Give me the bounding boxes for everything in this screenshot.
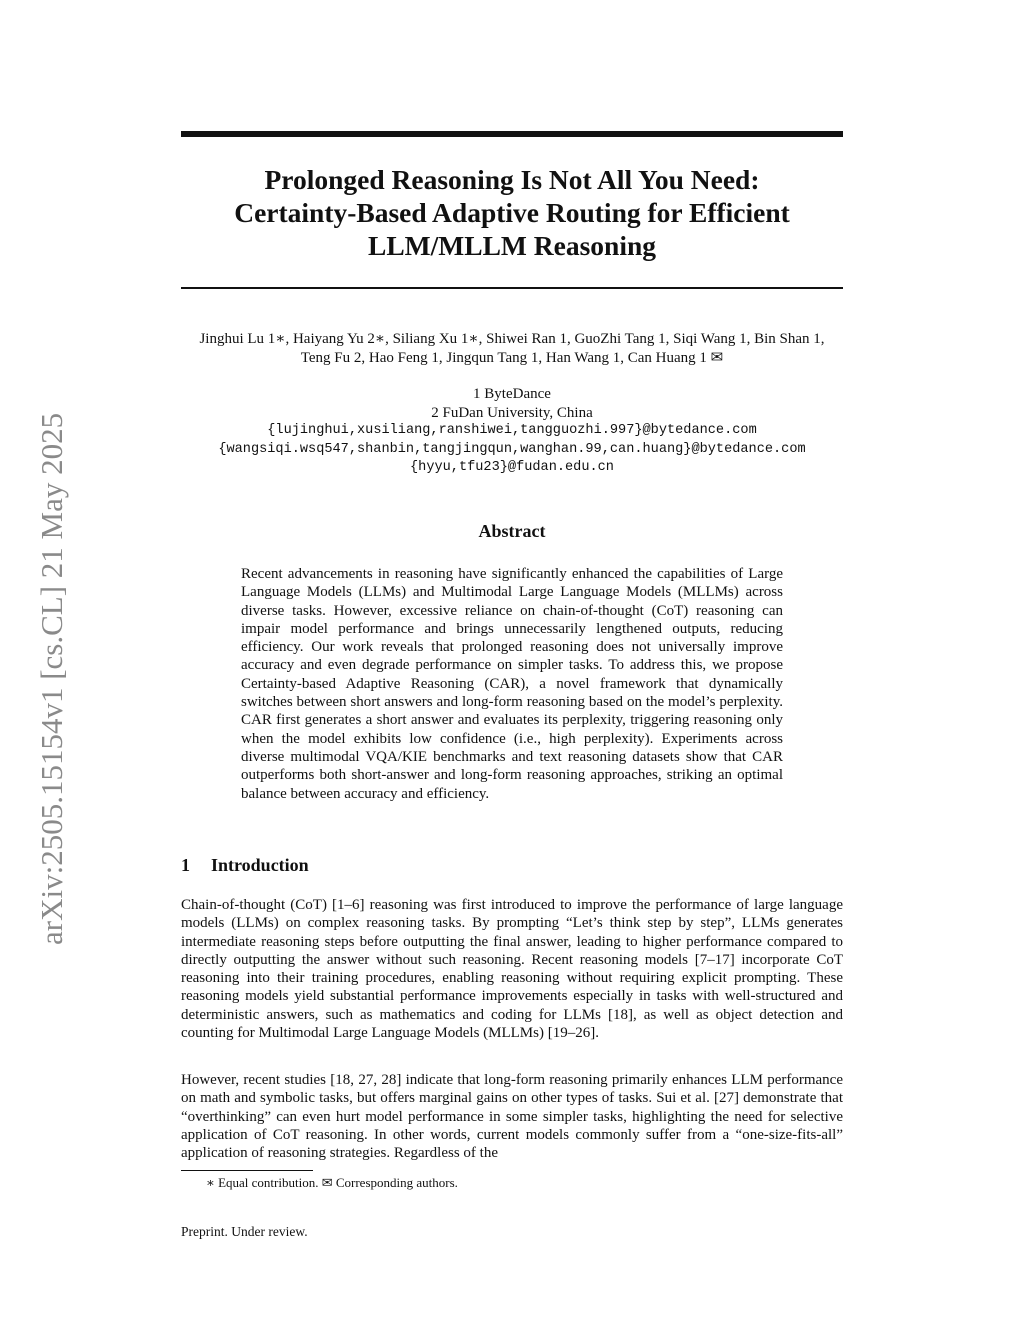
paper-title <box>181 163 843 262</box>
title-line: Certainty-Based Adaptive Routing for Efficient <box>234 197 790 228</box>
preprint-note: Preprint. Under review. <box>181 1224 308 1239</box>
author-line: Teng Fu 2, Hao Feng 1, Jingqun Tang 1, Han Wang 1, Can Huang 1 ✉ <box>300 350 724 366</box>
author-line: Jinghui Lu 1∗, Haiyang Yu 2∗, Siliang Xu 1∗, Shiwei Ran 1, GuoZhi Tang 1, Siqi Wang 1, Bin Shan 1, <box>199 331 825 347</box>
section-title: Introduction <box>211 855 309 875</box>
intro-paragraph: Chain-of-thought (CoT) [1–6] reasoning was first introduced to improve the performance of large language models (LLMs) on complex reasoning tasks. By prompting “Let’s think step by step”, LLMs generates intermediate reasoning steps before outputting the final answer, leading to higher performance compared to directly outputting the answer without such reasoning. Recent reasoning models [7–17] incorporate CoT reasoning into their training procedures, enabling reasoning without requiring explicit prompting. These reasoning models yield substantial performance improvements especially in tasks with well-structured and deterministic answers, such as mathematics and coding for LLMs [18], as well as object detection and counting for Multimodal Large Language Models (MLLMs) [19–26]. <box>181 897 843 1042</box>
title-line: LLM/MLLM Reasoning <box>368 230 656 261</box>
affiliations <box>181 385 843 478</box>
email-line: {hyyu,tfu23}@fudan.edu.cn <box>410 460 614 475</box>
title-bottom-rule <box>181 287 843 289</box>
author-list <box>150 330 874 368</box>
abstract-body: Recent advancements in reasoning have significantly enhanced the capabilities of Large Language Models (LLMs) and Multimodal Large Language Models (MLLMs) across diverse tasks. However, excessive reliance on chain-of-thought (CoT) reasoning can impair model performance and brings unnecessarily lengthened outputs, reducing efficiency. Our work reveals that prolonged reasoning does not universally improve accuracy and even degrade performance on simpler tasks. To address this, we propose Certainty-based Adaptive Reasoning (CAR), a novel framework that dynamically switches between short answers and long-form reasoning based on the model’s perplexity. CAR first generates a short answer and evaluates its perplexity, triggering reasoning only when the model exhibits low confidence (i.e., high perplexity). Experiments across diverse multimodal VQA/KIE benchmarks and text reasoning datasets show that CAR outperforms both short-answer and long-form reasoning approaches, striking an optimal balance between accuracy and efficiency. <box>241 566 783 802</box>
abstract-heading: Abstract <box>478 521 546 541</box>
footnote-rule <box>181 1170 313 1171</box>
section-heading <box>181 855 843 876</box>
affiliation: 2 FuDan University, China <box>431 404 593 421</box>
email-line: {wangsiqi.wsq547,shanbin,tangjingqun,wanghan.99,can.huang}@bytedance.com <box>218 441 806 457</box>
intro-paragraph: However, recent studies [18, 27, 28] indicate that long-form reasoning primarily enhances LLM performance on math and symbolic tasks, but offers marginal gains on other types of tasks. Sui et al. [27] demonstrate that “overthinking” can even hurt model performance in some simpler tasks, highlighting the need for selective application of CoT reasoning. In other words, current models commonly suffer from a “one-size-fits-all” application of reasoning strategies. Regardless of the <box>181 1072 843 1162</box>
email-line: {lujinghui,xusiliang,ranshiwei,tangguozhi.997}@bytedance.com <box>267 423 757 438</box>
title-line: Prolonged Reasoning Is Not All You Need: <box>264 164 760 195</box>
title-top-rule <box>181 131 843 137</box>
footnote: ∗ Equal contribution. ✉ Corresponding authors. <box>206 1175 458 1190</box>
affiliation: 1 ByteDance <box>473 386 551 402</box>
arxiv-identifier: arXiv:2505.15154v1 [cs.CL] 21 May 2025 <box>34 412 69 945</box>
section-number: 1 <box>181 855 190 875</box>
